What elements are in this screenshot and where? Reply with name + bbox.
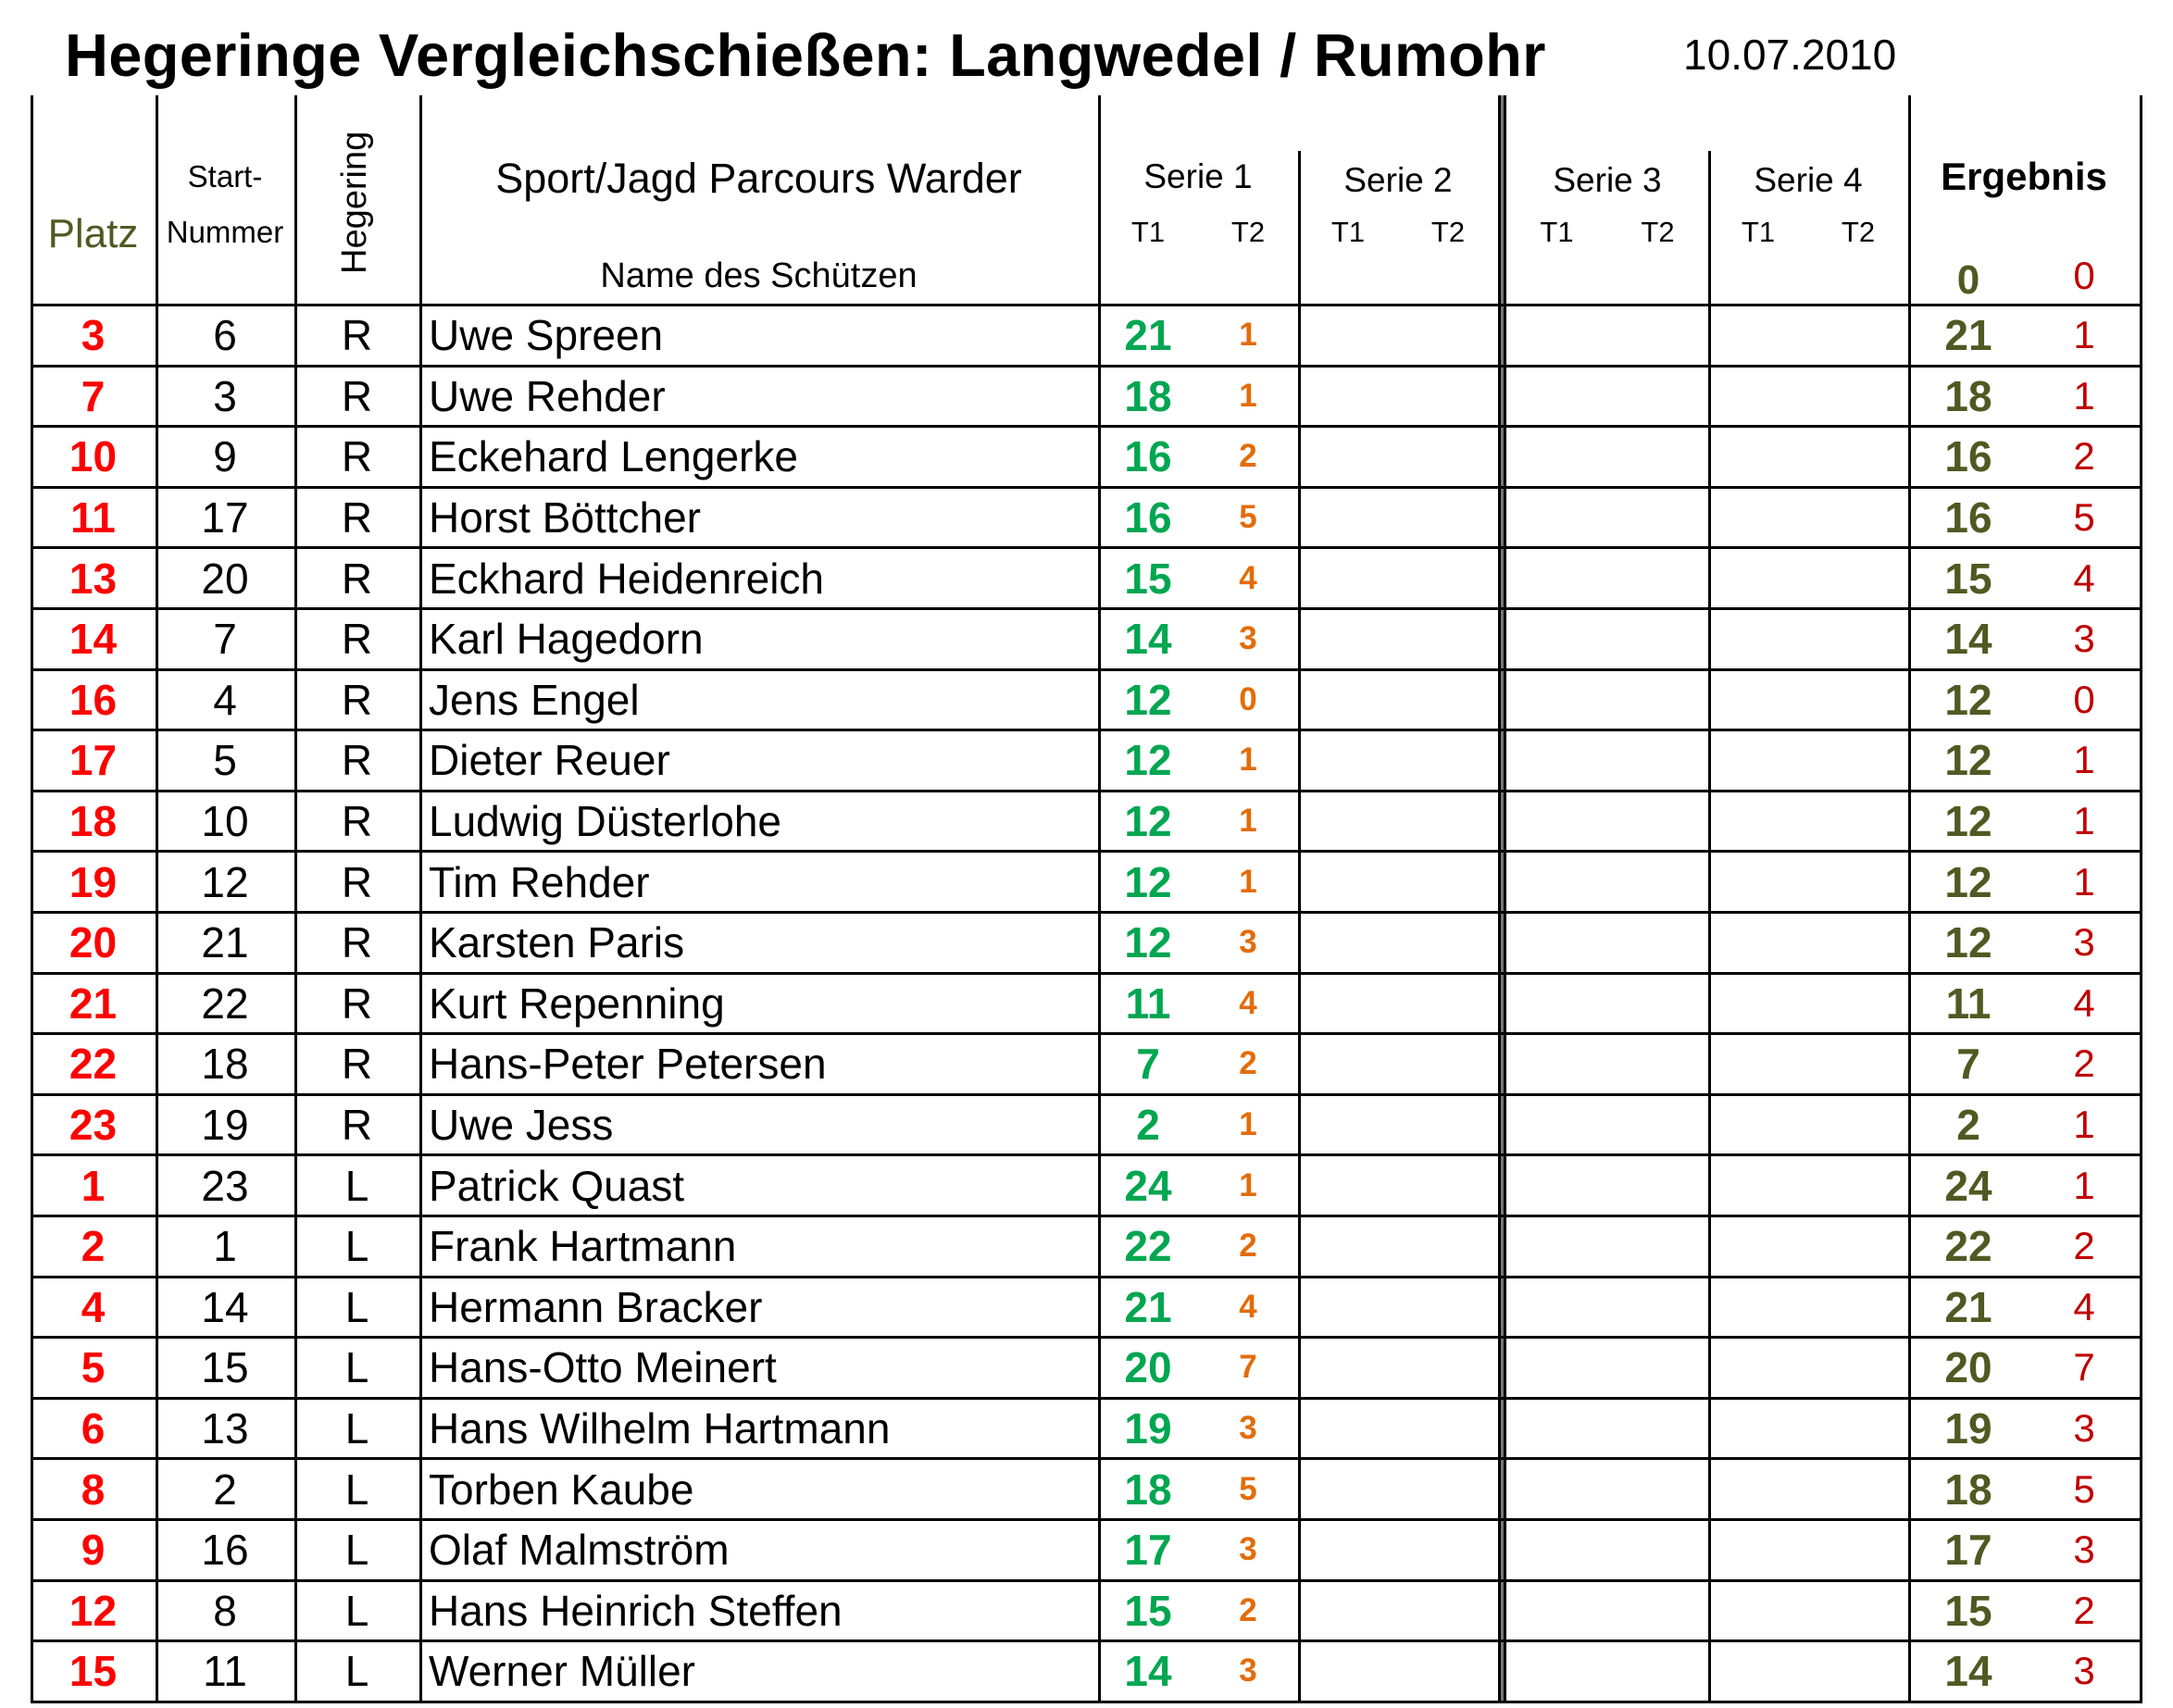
cell-s1t1: 16 <box>1124 432 1172 481</box>
col-header-s1-t2: T2 <box>1230 215 1266 248</box>
col-header-start-line2: Nummer <box>166 214 284 249</box>
cell-hegering: L <box>344 1282 369 1331</box>
ergebnis-sum-t1: 0 <box>1956 257 1980 303</box>
cell-name: Hans-Otto Meinert <box>429 1343 777 1392</box>
cell-s1t1: 21 <box>1124 311 1172 360</box>
cell-erg2: 2 <box>2073 1224 2095 1268</box>
cell-erg2: 4 <box>2073 555 2095 600</box>
cell-erg1: 19 <box>1944 1404 1992 1453</box>
cell-name: Olaf Malmström <box>429 1526 730 1575</box>
cell-name: Kurt Repenning <box>429 979 725 1028</box>
cell-s1t1: 14 <box>1124 615 1172 664</box>
cell-erg2: 5 <box>2073 495 2095 540</box>
cell-start: 7 <box>213 615 237 664</box>
ergebnis-sum-t2: 0 <box>2073 254 2095 297</box>
double-column-divider <box>1498 95 1506 1703</box>
cell-s1t2: 1 <box>1239 803 1257 840</box>
cell-erg1: 17 <box>1944 1526 1992 1575</box>
cell-erg2: 3 <box>2073 920 2095 965</box>
cell-hegering: R <box>341 493 373 542</box>
cell-erg2: 1 <box>2073 799 2095 843</box>
cell-hegering: R <box>341 554 373 603</box>
cell-s1t2: 5 <box>1239 1470 1257 1507</box>
cell-erg2: 3 <box>2073 1406 2095 1451</box>
cell-s1t2: 1 <box>1239 1166 1257 1203</box>
cell-s1t2: 2 <box>1239 1591 1257 1628</box>
cell-hegering: R <box>341 797 373 846</box>
cell-s1t1: 2 <box>1136 1101 1160 1150</box>
column-divider <box>1298 151 1301 1703</box>
cell-s1t2: 2 <box>1239 438 1257 475</box>
cell-platz: 10 <box>69 432 118 481</box>
cell-name: Torben Kaube <box>429 1465 694 1514</box>
cell-erg1: 11 <box>1945 979 1992 1028</box>
cell-name: Eckehard Lengerke <box>429 432 798 481</box>
col-header-serie3: Serie 3 <box>1553 160 1662 199</box>
cell-platz: 15 <box>69 1647 118 1696</box>
cell-start: 8 <box>213 1586 237 1635</box>
cell-hegering: R <box>341 371 373 420</box>
cell-start: 13 <box>201 1404 249 1453</box>
cell-name: Uwe Rehder <box>429 371 666 420</box>
cell-s1t1: 15 <box>1124 1586 1172 1635</box>
cell-erg1: 12 <box>1944 918 1992 967</box>
cell-platz: 16 <box>69 675 118 724</box>
cell-hegering: L <box>344 1343 369 1392</box>
cell-erg2: 1 <box>2073 373 2095 418</box>
cell-hegering: R <box>341 1040 373 1089</box>
cell-hegering: R <box>341 311 373 360</box>
cell-s1t2: 1 <box>1239 377 1257 414</box>
col-header-hegering: Hegering <box>335 131 374 274</box>
cell-name: Karsten Paris <box>429 918 685 967</box>
cell-platz: 7 <box>81 371 106 420</box>
cell-hegering: L <box>344 1465 369 1514</box>
cell-name: Frank Hartmann <box>429 1222 737 1271</box>
cell-hegering: L <box>344 1526 369 1575</box>
event-date: 10.07.2010 <box>1683 31 1897 79</box>
cell-s1t1: 17 <box>1124 1526 1172 1575</box>
cell-s1t1: 18 <box>1124 371 1172 420</box>
cell-erg2: 1 <box>2073 1103 2095 1147</box>
cell-platz: 5 <box>81 1343 106 1392</box>
col-header-s3-t2: T2 <box>1641 215 1675 248</box>
cell-hegering: R <box>341 432 373 481</box>
cell-name: Patrick Quast <box>429 1161 685 1210</box>
col-header-s1-t1: T1 <box>1130 215 1166 248</box>
cell-s1t2: 4 <box>1239 1288 1257 1325</box>
cell-start: 4 <box>213 675 237 724</box>
cell-s1t1: 12 <box>1124 918 1172 967</box>
cell-erg1: 12 <box>1944 857 1992 906</box>
cell-name: Hans-Peter Petersen <box>429 1040 827 1089</box>
cell-erg2: 3 <box>2073 1527 2095 1572</box>
cell-erg2: 3 <box>2073 617 2095 661</box>
cell-start: 22 <box>201 979 249 1028</box>
cell-erg1: 12 <box>1944 797 1992 846</box>
cell-platz: 3 <box>81 311 106 360</box>
cell-platz: 14 <box>69 615 118 664</box>
col-header-platz: Platz <box>47 211 139 256</box>
cell-platz: 2 <box>81 1222 106 1271</box>
cell-platz: 23 <box>69 1101 118 1150</box>
cell-start: 11 <box>203 1647 247 1696</box>
cell-platz: 20 <box>69 918 118 967</box>
cell-s1t1: 12 <box>1124 857 1172 906</box>
cell-start: 6 <box>213 311 237 360</box>
cell-s1t2: 1 <box>1239 742 1257 779</box>
cell-name: Ludwig Düsterlohe <box>429 797 782 846</box>
cell-s1t2: 2 <box>1239 1045 1257 1082</box>
column-divider <box>1708 151 1711 1703</box>
cell-name: Karl Hagedorn <box>429 615 704 664</box>
cell-platz: 11 <box>70 493 116 542</box>
cell-s1t2: 7 <box>1239 1349 1257 1386</box>
cell-s1t2: 3 <box>1239 1410 1257 1447</box>
col-header-name: Name des Schützen <box>600 256 918 295</box>
cell-start: 18 <box>201 1040 249 1089</box>
cell-erg2: 5 <box>2073 1466 2095 1511</box>
cell-s1t2: 1 <box>1239 1106 1257 1143</box>
cell-platz: 6 <box>81 1404 106 1453</box>
cell-start: 3 <box>213 371 237 420</box>
cell-start: 10 <box>201 797 249 846</box>
cell-erg1: 21 <box>1944 1282 1992 1331</box>
col-header-s4-t2: T2 <box>1841 215 1876 248</box>
cell-erg1: 24 <box>1944 1161 1992 1210</box>
cell-hegering: R <box>341 675 373 724</box>
cell-platz: 8 <box>81 1465 106 1514</box>
cell-erg1: 20 <box>1944 1343 1992 1392</box>
cell-erg1: 18 <box>1944 371 1992 420</box>
cell-platz: 1 <box>81 1161 106 1210</box>
cell-name: Eckhard Heidenreich <box>429 554 825 603</box>
cell-hegering: R <box>341 615 373 664</box>
cell-erg2: 1 <box>2073 738 2095 782</box>
cell-erg2: 1 <box>2073 313 2095 357</box>
col-header-serie2: Serie 2 <box>1343 160 1453 199</box>
cell-hegering: R <box>341 736 373 785</box>
cell-s1t2: 1 <box>1239 863 1257 900</box>
cell-start: 2 <box>213 1465 237 1514</box>
row-divider <box>31 1701 2142 1703</box>
cell-s1t2: 1 <box>1239 317 1257 354</box>
cell-s1t1: 18 <box>1124 1465 1172 1514</box>
page-title: Hegeringe Vergleichschießen: Langwedel / Rumohr <box>65 21 1546 89</box>
col-header-s4-t1: T1 <box>1741 215 1776 248</box>
cell-erg1: 18 <box>1944 1465 1992 1514</box>
cell-s1t2: 4 <box>1239 984 1257 1021</box>
cell-platz: 12 <box>69 1586 118 1635</box>
cell-name: Tim Rehder <box>429 857 650 906</box>
cell-start: 17 <box>201 493 249 542</box>
cell-erg2: 7 <box>2073 1345 2095 1390</box>
cell-start: 20 <box>201 554 249 603</box>
cell-s1t1: 24 <box>1124 1161 1172 1210</box>
cell-s1t2: 3 <box>1239 1652 1257 1689</box>
cell-hegering: L <box>344 1647 369 1696</box>
cell-erg1: 12 <box>1944 736 1992 785</box>
cell-start: 15 <box>201 1343 249 1392</box>
cell-erg2: 2 <box>2073 1041 2095 1086</box>
cell-start: 1 <box>213 1222 237 1271</box>
cell-s1t1: 12 <box>1124 675 1172 724</box>
cell-hegering: L <box>344 1222 369 1271</box>
cell-erg1: 15 <box>1944 554 1992 603</box>
col-header-s2-t2: T2 <box>1430 215 1466 248</box>
cell-platz: 9 <box>81 1526 106 1575</box>
cell-s1t2: 3 <box>1239 1531 1257 1568</box>
cell-start: 21 <box>201 918 249 967</box>
cell-erg1: 21 <box>1944 311 1992 360</box>
col-header-ergebnis: Ergebnis <box>1941 154 2107 198</box>
cell-name: Horst Böttcher <box>429 493 701 542</box>
cell-erg2: 3 <box>2073 1649 2095 1693</box>
cell-platz: 4 <box>81 1282 106 1331</box>
cell-s1t2: 4 <box>1239 559 1257 596</box>
cell-platz: 19 <box>69 857 118 906</box>
col-header-parcours: Sport/Jagd Parcours Warder <box>495 155 1022 202</box>
col-header-serie1: Serie 1 <box>1143 156 1253 195</box>
cell-start: 14 <box>201 1282 249 1331</box>
cell-s1t1: 12 <box>1124 797 1172 846</box>
cell-erg1: 12 <box>1944 675 1992 724</box>
cell-s1t2: 0 <box>1239 680 1257 717</box>
cell-start: 9 <box>213 432 237 481</box>
cell-start: 19 <box>201 1101 249 1150</box>
cell-s1t1: 15 <box>1124 554 1172 603</box>
cell-erg1: 14 <box>1944 1647 1992 1696</box>
cell-name: Hans Wilhelm Hartmann <box>429 1404 891 1453</box>
cell-erg1: 16 <box>1944 493 1992 542</box>
cell-start: 5 <box>213 736 237 785</box>
cell-s1t1: 21 <box>1124 1282 1172 1331</box>
cell-s1t1: 11 <box>1125 979 1171 1028</box>
col-header-s2-t1: T1 <box>1330 215 1366 248</box>
cell-hegering: R <box>341 918 373 967</box>
cell-s1t1: 16 <box>1124 493 1172 542</box>
cell-erg1: 7 <box>1956 1040 1980 1089</box>
cell-name: Werner Müller <box>429 1647 695 1696</box>
cell-name: Uwe Jess <box>429 1101 614 1150</box>
cell-start: 16 <box>201 1526 249 1575</box>
col-header-start-line1: Start- <box>187 158 263 193</box>
cell-erg2: 1 <box>2073 859 2095 904</box>
cell-s1t2: 5 <box>1239 499 1257 536</box>
col-header-s3-t1: T1 <box>1540 215 1574 248</box>
results-table <box>31 95 2142 1708</box>
cell-name: Hermann Bracker <box>429 1282 763 1331</box>
cell-name: Dieter Reuer <box>429 736 670 785</box>
cell-erg1: 2 <box>1956 1101 1980 1150</box>
cell-erg2: 4 <box>2073 1284 2095 1328</box>
cell-erg2: 1 <box>2073 1163 2095 1207</box>
cell-name: Hans Heinrich Steffen <box>429 1586 843 1635</box>
cell-platz: 18 <box>69 797 118 846</box>
cell-hegering: R <box>341 857 373 906</box>
cell-erg2: 2 <box>2073 434 2095 479</box>
cell-platz: 17 <box>69 736 118 785</box>
cell-s1t1: 19 <box>1124 1404 1172 1453</box>
cell-hegering: L <box>344 1586 369 1635</box>
col-header-serie4: Serie 4 <box>1754 160 1863 199</box>
cell-s1t2: 3 <box>1239 924 1257 961</box>
cell-hegering: L <box>344 1161 369 1210</box>
cell-hegering: R <box>341 1101 373 1150</box>
cell-platz: 21 <box>69 979 118 1028</box>
cell-erg1: 15 <box>1944 1586 1992 1635</box>
cell-start: 23 <box>201 1161 249 1210</box>
cell-s1t1: 14 <box>1124 1647 1172 1696</box>
cell-erg1: 16 <box>1944 432 1992 481</box>
cell-s1t1: 12 <box>1124 736 1172 785</box>
cell-erg1: 14 <box>1944 615 1992 664</box>
cell-name: Jens Engel <box>429 675 640 724</box>
cell-erg2: 4 <box>2073 980 2095 1025</box>
cell-s1t1: 22 <box>1124 1222 1172 1271</box>
cell-erg1: 22 <box>1944 1222 1992 1271</box>
cell-platz: 22 <box>69 1040 118 1089</box>
cell-erg2: 0 <box>2073 677 2095 721</box>
cell-start: 12 <box>201 857 249 906</box>
cell-s1t2: 3 <box>1239 620 1257 657</box>
cell-name: Uwe Spreen <box>429 311 664 360</box>
column-divider <box>2140 95 2142 1703</box>
cell-s1t1: 7 <box>1136 1040 1160 1089</box>
cell-hegering: L <box>344 1404 369 1453</box>
cell-s1t1: 20 <box>1124 1343 1172 1392</box>
cell-erg2: 2 <box>2073 1588 2095 1632</box>
cell-platz: 13 <box>69 554 118 603</box>
cell-s1t2: 2 <box>1239 1228 1257 1265</box>
cell-hegering: R <box>341 979 373 1028</box>
